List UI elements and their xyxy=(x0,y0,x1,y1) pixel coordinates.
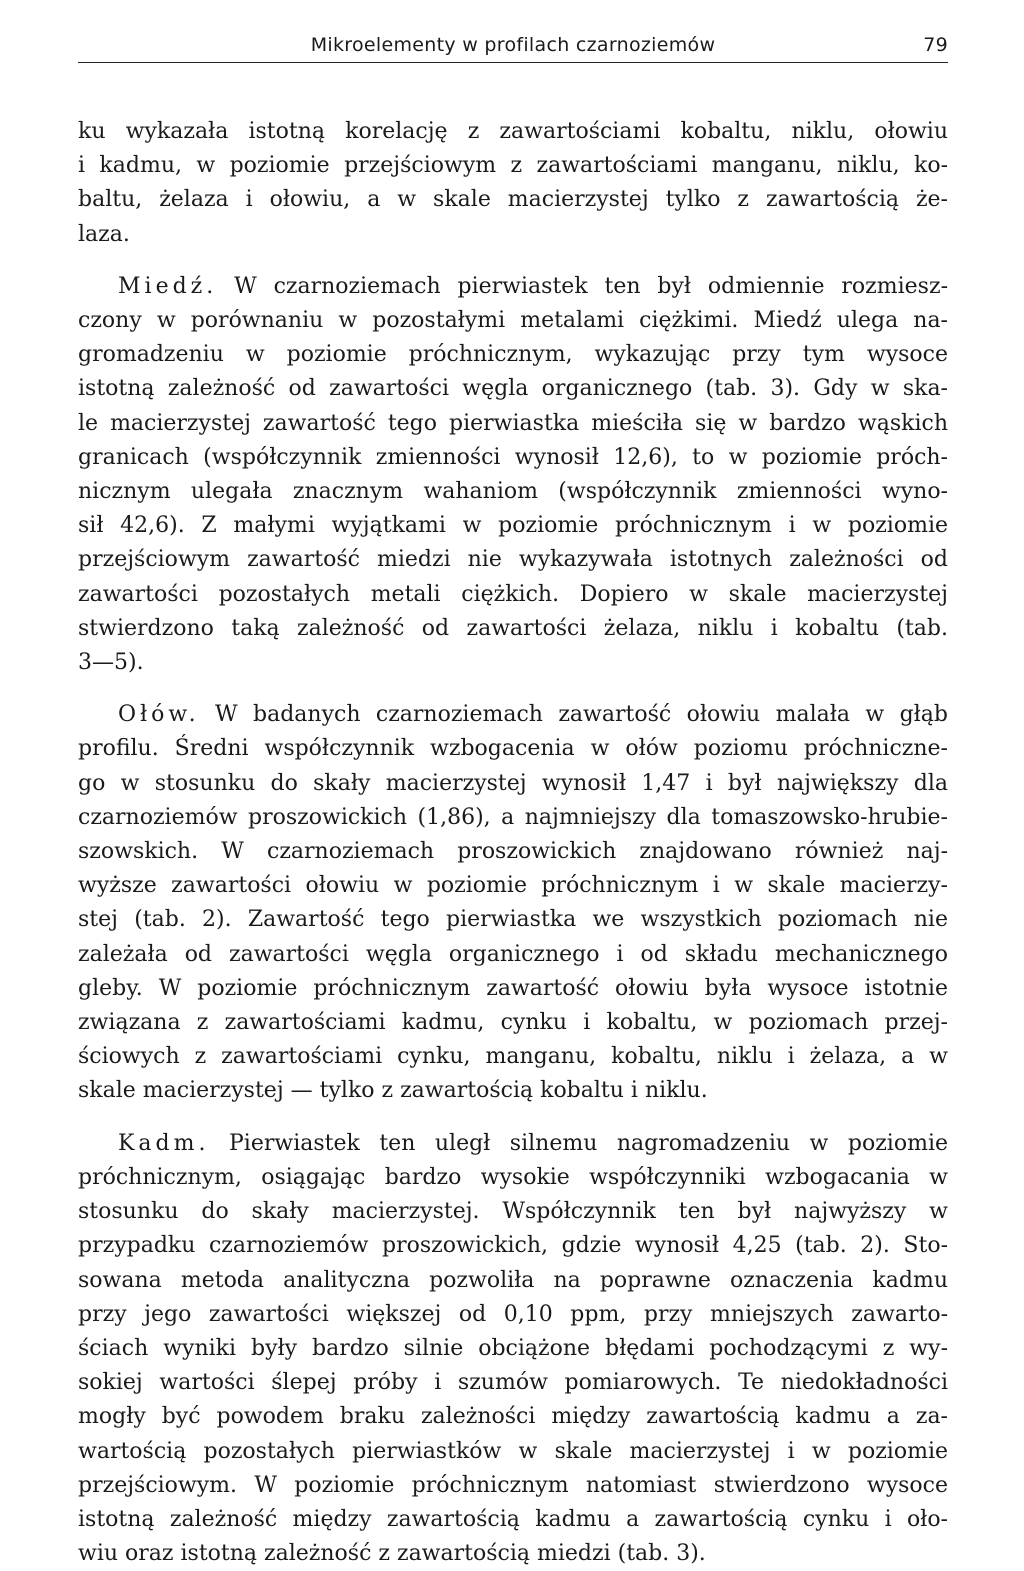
text-line: wyższe zawartości ołowiu w poziomie próchnicznym i w skale macierzy- xyxy=(78,873,948,899)
text-line: związana z zawartościami kadmu, cynku i kobaltu, w poziomach przej- xyxy=(78,1010,948,1036)
text-line: mogły być powodem braku zależności między zawartością kadmu a za- xyxy=(78,1404,948,1430)
text-line: przejściowym zawartość miedzi nie wykazywała istotnych zależności od xyxy=(78,547,948,573)
text-line: stosunku do skały macierzystej. Współczynnik ten był najwyższy w xyxy=(78,1199,948,1225)
text-line: przypadku czarnoziemów proszowickich, gdzie wynosił 4,25 (tab. 2). Sto- xyxy=(78,1233,948,1259)
text-line: przejściowym. W poziomie próchnicznym natomiast stwierdzono wysoce xyxy=(78,1472,948,1498)
text-line: gleby. W poziomie próchnicznym zawartość ołowiu była wysoce istotnie xyxy=(78,975,948,1001)
text-line: sił 42,6). Z małymi wyjątkami w poziomie próchnicznym i w poziomie xyxy=(78,513,948,539)
text-line: istotną zależność od zawartości węgla organicznego (tab. 3). Gdy w ska- xyxy=(78,376,948,402)
paragraph-miedz xyxy=(78,270,948,680)
text-line: Ołów. W badanych czarnoziemach zawartość ołowiu malała w głąb xyxy=(118,702,948,728)
text-line: wartością pozostałych pierwiastków w skale macierzystej i w poziomie xyxy=(78,1438,948,1464)
text-line: go w stosunku do skały macierzystej wynosił 1,47 i był największy dla xyxy=(78,770,948,796)
text-line: le macierzystej zawartość tego pierwiastka mieściła się w bardzo wąskich xyxy=(78,410,948,436)
text-line: próchnicznym, osiągając bardzo wysokie współczynniki wzbogacania w xyxy=(78,1164,948,1190)
text-line: sowana metoda analityczna pozwoliła na poprawne oznaczenia kadmu xyxy=(78,1267,948,1293)
running-title: Mikroelementy w profilach czarnoziemów xyxy=(310,34,716,56)
text-line: ściowych z zawartościami cynku, manganu, kobaltu, niklu i żelaza, a w xyxy=(78,1044,948,1070)
paragraph-olow xyxy=(78,698,948,1108)
page-header xyxy=(78,30,948,63)
text-line: i kadmu, w poziomie przejściowym z zawartościami manganu, niklu, ko- xyxy=(78,153,948,179)
text-line: czarnoziemów proszowickich (1,86), a najmniejszy dla tomaszowsko-hrubie- xyxy=(78,804,948,830)
text-line: ściach wyniki były bardzo silnie obciążone błędami pochodzącymi z wy- xyxy=(78,1335,948,1361)
text-line: sokiej wartości ślepej próby i szumów pomiarowych. Te niedokładności xyxy=(78,1370,948,1396)
body-text xyxy=(78,115,948,1571)
text-line: szowskich. W czarnoziemach proszowickich znajdowano również naj- xyxy=(78,839,948,865)
page-number: 79 xyxy=(923,34,948,56)
document-page xyxy=(78,30,948,1571)
text-line: skale macierzystej — tylko z zawartością kobaltu i niklu. xyxy=(78,1078,708,1104)
section-heading-kadm: Kadm. xyxy=(118,1130,210,1156)
text-line: ku wykazała istotną korelację z zawartościami kobaltu, niklu, ołowiu xyxy=(78,119,948,144)
text-line: przy jego zawartości większej od 0,10 ppm, przy mniejszych zawarto- xyxy=(78,1301,948,1327)
text-line: 3—5). xyxy=(78,650,144,676)
paragraph-kadm xyxy=(78,1127,948,1571)
paragraph-continuation xyxy=(78,115,948,252)
text-line: istotną zależność między zawartością kadmu a zawartością cynku i oło- xyxy=(78,1506,948,1532)
text-line: stwierdzono taką zależność od zawartości żelaza, niklu i kobaltu (tab. xyxy=(78,615,948,641)
text-line: Miedź. W czarnoziemach pierwiastek ten był odmiennie rozmiesz- xyxy=(118,273,948,299)
text-line: Kadm. Pierwiastek ten uległ silnemu nagromadzeniu w poziomie xyxy=(118,1130,948,1156)
section-heading-miedz: Miedź. xyxy=(118,273,218,299)
text-line: baltu, żelaza i ołowiu, a w skale macierzystej tylko z zawartością że- xyxy=(78,187,948,213)
text-line: wiu oraz istotną zależność z zawartością miedzi (tab. 3). xyxy=(78,1541,706,1567)
text-line: czony w porównaniu w pozostałymi metalami ciężkimi. Miedź ulega na- xyxy=(78,308,948,334)
text-line: zależała od zawartości węgla organicznego i od składu mechanicznego xyxy=(78,941,948,967)
text-line: granicach (współczynnik zmienności wynosił 12,6), to w poziomie próch- xyxy=(78,444,948,470)
section-heading-olow: Ołów. xyxy=(118,702,200,728)
text-line: profilu. Średni współczynnik wzbogacenia w ołów poziomu próchniczne- xyxy=(78,736,948,762)
text-line: zawartości pozostałych metali ciężkich. Dopiero w skale macierzystej xyxy=(78,581,948,607)
text-line: gromadzeniu w poziomie próchnicznym, wykazując przy tym wysoce xyxy=(78,342,948,368)
text-line: laza. xyxy=(78,221,130,247)
text-line: nicznym ulegała znacznym wahaniom (współczynnik zmienności wyno- xyxy=(78,479,948,505)
text-line: stej (tab. 2). Zawartość tego pierwiastka we wszystkich poziomach nie xyxy=(78,907,948,933)
